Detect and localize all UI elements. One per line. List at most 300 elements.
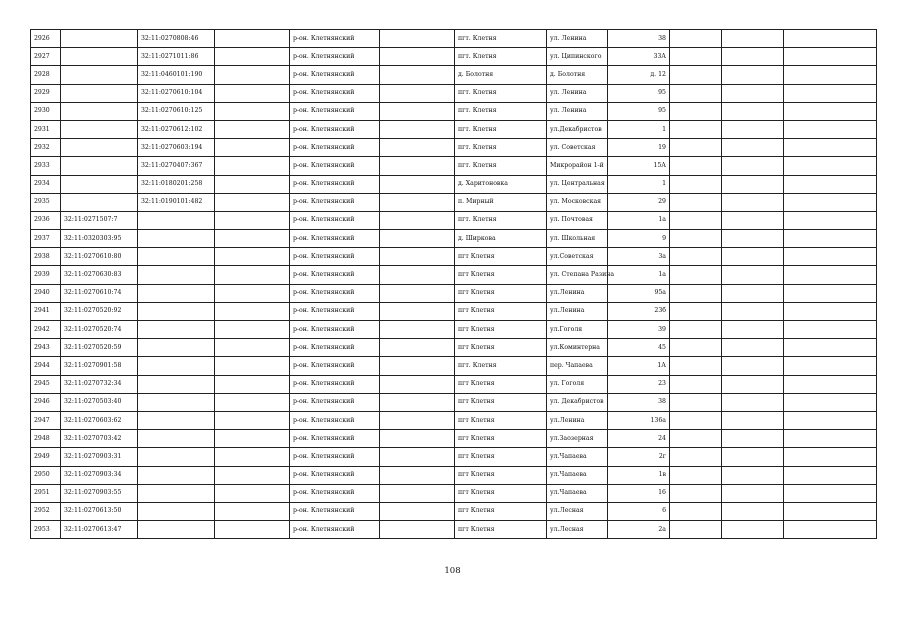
registry-table: [30, 29, 877, 539]
cadastral-number-alt-cell: [138, 302, 215, 320]
district-cell: р-он. Клетнянский: [290, 321, 380, 339]
locality-cell: пгт Клетня: [455, 339, 547, 357]
empty-cell: [784, 521, 877, 539]
empty-cell: [670, 521, 722, 539]
empty-cell: [670, 321, 722, 339]
row-number-cell: 2947: [31, 411, 61, 429]
row-number-cell: 2940: [31, 284, 61, 302]
empty-cell: [784, 102, 877, 120]
cadastral-number-cell: 32:11:0270520:92: [61, 302, 138, 320]
locality-cell: пгт. Клетня: [455, 102, 547, 120]
cadastral-number-alt-cell: [138, 266, 215, 284]
empty-cell: [670, 411, 722, 429]
street-cell: ул. Ципинского: [547, 48, 608, 66]
empty-cell: [784, 157, 877, 175]
cadastral-number-alt-cell: 32:11:0270603:194: [138, 139, 215, 157]
cadastral-number-cell: 32:11:0270520:74: [61, 321, 138, 339]
empty-cell: [670, 393, 722, 411]
district-cell: р-он. Клетнянский: [290, 193, 380, 211]
locality-cell: пгт Клетня: [455, 284, 547, 302]
district-cell: р-он. Клетнянский: [290, 211, 380, 229]
district-cell: р-он. Клетнянский: [290, 357, 380, 375]
house-number-cell: 3а: [608, 248, 670, 266]
street-cell: ул.Лесная: [547, 521, 608, 539]
street-cell: ул.Ленина: [547, 284, 608, 302]
locality-cell: пгт. Клетня: [455, 48, 547, 66]
empty-cell: [380, 357, 455, 375]
empty-cell: [380, 84, 455, 102]
row-number-cell: 2932: [31, 139, 61, 157]
table-row: [31, 175, 877, 193]
empty-cell: [722, 484, 784, 502]
district-cell: р-он. Клетнянский: [290, 411, 380, 429]
street-cell: ул. Ленина: [547, 30, 608, 48]
house-number-cell: 1: [608, 120, 670, 138]
empty-cell: [215, 502, 290, 520]
row-number-cell: 2941: [31, 302, 61, 320]
empty-cell: [670, 339, 722, 357]
street-cell: ул. Центральная: [547, 175, 608, 193]
district-cell: р-он. Клетнянский: [290, 339, 380, 357]
empty-cell: [722, 30, 784, 48]
empty-cell: [215, 120, 290, 138]
row-number-cell: 2953: [31, 521, 61, 539]
locality-cell: пгт Клетня: [455, 248, 547, 266]
empty-cell: [215, 339, 290, 357]
locality-cell: д. Харитоновка: [455, 175, 547, 193]
empty-cell: [784, 484, 877, 502]
empty-cell: [215, 430, 290, 448]
table-row: [31, 139, 877, 157]
locality-cell: пгт. Клетня: [455, 211, 547, 229]
empty-cell: [784, 502, 877, 520]
empty-cell: [670, 448, 722, 466]
street-cell: ул. Ленина: [547, 102, 608, 120]
empty-cell: [722, 375, 784, 393]
cadastral-number-alt-cell: [138, 230, 215, 248]
locality-cell: д. Ширкова: [455, 230, 547, 248]
row-number-cell: 2926: [31, 30, 61, 48]
cadastral-number-alt-cell: 32:11:0271011:86: [138, 48, 215, 66]
house-number-cell: 33А: [608, 48, 670, 66]
row-number-cell: 2935: [31, 193, 61, 211]
row-number-cell: 2951: [31, 484, 61, 502]
cadastral-number-cell: 32:11:0270503:40: [61, 393, 138, 411]
cadastral-number-alt-cell: 32:11:0270610:104: [138, 84, 215, 102]
empty-cell: [784, 84, 877, 102]
house-number-cell: 39: [608, 321, 670, 339]
district-cell: р-он. Клетнянский: [290, 30, 380, 48]
table-row: [31, 302, 877, 320]
empty-cell: [784, 175, 877, 193]
cadastral-number-cell: 32:11:0271507:7: [61, 211, 138, 229]
locality-cell: пгт Клетня: [455, 393, 547, 411]
locality-cell: пгт Клетня: [455, 521, 547, 539]
table-row: [31, 430, 877, 448]
empty-cell: [215, 466, 290, 484]
district-cell: р-он. Клетнянский: [290, 120, 380, 138]
cadastral-number-cell: [61, 30, 138, 48]
street-cell: ул.Чапаева: [547, 448, 608, 466]
empty-cell: [380, 120, 455, 138]
empty-cell: [722, 266, 784, 284]
street-cell: ул.Гоголя: [547, 321, 608, 339]
cadastral-number-cell: 32:11:0270732:34: [61, 375, 138, 393]
cadastral-number-cell: 32:11:0320303:95: [61, 230, 138, 248]
empty-cell: [784, 48, 877, 66]
empty-cell: [670, 466, 722, 484]
cadastral-number-cell: 32:11:0270903:34: [61, 466, 138, 484]
empty-cell: [670, 430, 722, 448]
row-number-cell: 2943: [31, 339, 61, 357]
street-cell: ул. Ленина: [547, 84, 608, 102]
house-number-cell: 1а: [608, 266, 670, 284]
empty-cell: [722, 339, 784, 357]
empty-cell: [380, 157, 455, 175]
empty-cell: [380, 393, 455, 411]
district-cell: р-он. Клетнянский: [290, 230, 380, 248]
empty-cell: [670, 120, 722, 138]
table-row: [31, 266, 877, 284]
empty-cell: [670, 48, 722, 66]
row-number-cell: 2936: [31, 211, 61, 229]
district-cell: р-он. Клетнянский: [290, 502, 380, 520]
cadastral-number-cell: 32:11:0270610:80: [61, 248, 138, 266]
empty-cell: [380, 266, 455, 284]
locality-cell: пгт. Клетня: [455, 84, 547, 102]
cadastral-number-alt-cell: [138, 339, 215, 357]
table-body: [31, 30, 877, 539]
empty-cell: [670, 266, 722, 284]
empty-cell: [670, 230, 722, 248]
empty-cell: [215, 321, 290, 339]
district-cell: р-он. Клетнянский: [290, 84, 380, 102]
empty-cell: [670, 284, 722, 302]
house-number-cell: 45: [608, 339, 670, 357]
district-cell: р-он. Клетнянский: [290, 284, 380, 302]
locality-cell: пгт Клетня: [455, 375, 547, 393]
empty-cell: [215, 411, 290, 429]
table-row: [31, 84, 877, 102]
street-cell: ул. Почтовая: [547, 211, 608, 229]
cadastral-number-alt-cell: [138, 448, 215, 466]
table-row: [31, 339, 877, 357]
empty-cell: [784, 120, 877, 138]
empty-cell: [215, 284, 290, 302]
table-row: [31, 157, 877, 175]
cadastral-number-alt-cell: 32:11:0460101:190: [138, 66, 215, 84]
house-number-cell: 1А: [608, 357, 670, 375]
empty-cell: [670, 248, 722, 266]
empty-cell: [722, 502, 784, 520]
district-cell: р-он. Клетнянский: [290, 302, 380, 320]
empty-cell: [784, 302, 877, 320]
empty-cell: [215, 211, 290, 229]
district-cell: р-он. Клетнянский: [290, 266, 380, 284]
house-number-cell: 6: [608, 502, 670, 520]
empty-cell: [784, 193, 877, 211]
street-cell: ул.Ленина: [547, 302, 608, 320]
table-row: [31, 248, 877, 266]
street-cell: ул. Советская: [547, 139, 608, 157]
empty-cell: [380, 321, 455, 339]
cadastral-number-alt-cell: 32:11:0270612:102: [138, 120, 215, 138]
empty-cell: [722, 211, 784, 229]
cadastral-number-alt-cell: [138, 375, 215, 393]
locality-cell: пгт Клетня: [455, 466, 547, 484]
table-row: [31, 211, 877, 229]
empty-cell: [784, 266, 877, 284]
empty-cell: [670, 30, 722, 48]
empty-cell: [670, 211, 722, 229]
empty-cell: [722, 139, 784, 157]
table-row: [31, 484, 877, 502]
cadastral-number-alt-cell: 32:11:0270610:125: [138, 102, 215, 120]
empty-cell: [380, 211, 455, 229]
row-number-cell: 2930: [31, 102, 61, 120]
empty-cell: [215, 448, 290, 466]
table-row: [31, 357, 877, 375]
cadastral-number-cell: 32:11:0270613:47: [61, 521, 138, 539]
table-row: [31, 321, 877, 339]
district-cell: р-он. Клетнянский: [290, 430, 380, 448]
empty-cell: [670, 84, 722, 102]
empty-cell: [215, 157, 290, 175]
empty-cell: [784, 357, 877, 375]
cadastral-number-alt-cell: 32:11:0180201:258: [138, 175, 215, 193]
row-number-cell: 2948: [31, 430, 61, 448]
cadastral-number-cell: 32:11:0270610:74: [61, 284, 138, 302]
table-row: [31, 230, 877, 248]
table-row: [31, 102, 877, 120]
empty-cell: [215, 521, 290, 539]
house-number-cell: 38: [608, 393, 670, 411]
empty-cell: [784, 466, 877, 484]
district-cell: р-он. Клетнянский: [290, 466, 380, 484]
empty-cell: [380, 30, 455, 48]
cadastral-number-alt-cell: [138, 430, 215, 448]
row-number-cell: 2949: [31, 448, 61, 466]
empty-cell: [380, 139, 455, 157]
cadastral-number-cell: [61, 48, 138, 66]
street-cell: ул.Декабристов: [547, 120, 608, 138]
cadastral-number-cell: 32:11:0270703:42: [61, 430, 138, 448]
empty-cell: [722, 48, 784, 66]
cadastral-number-alt-cell: [138, 321, 215, 339]
cadastral-number-alt-cell: 32:11:0190101:482: [138, 193, 215, 211]
empty-cell: [380, 411, 455, 429]
empty-cell: [215, 230, 290, 248]
cadastral-number-alt-cell: [138, 248, 215, 266]
empty-cell: [722, 248, 784, 266]
house-number-cell: 95: [608, 84, 670, 102]
row-number-cell: 2938: [31, 248, 61, 266]
house-number-cell: 29: [608, 193, 670, 211]
locality-cell: пгт. Клетня: [455, 357, 547, 375]
empty-cell: [784, 284, 877, 302]
house-number-cell: 19: [608, 139, 670, 157]
district-cell: р-он. Клетнянский: [290, 175, 380, 193]
cadastral-number-alt-cell: [138, 521, 215, 539]
row-number-cell: 2945: [31, 375, 61, 393]
cadastral-number-alt-cell: [138, 393, 215, 411]
empty-cell: [784, 375, 877, 393]
district-cell: р-он. Клетнянский: [290, 393, 380, 411]
cadastral-number-cell: 32:11:0270603:62: [61, 411, 138, 429]
street-cell: ул. Декабристов: [547, 393, 608, 411]
empty-cell: [215, 66, 290, 84]
locality-cell: пгт. Клетня: [455, 120, 547, 138]
cadastral-number-alt-cell: 32:11:0270808:46: [138, 30, 215, 48]
street-cell: ул.Лесная: [547, 502, 608, 520]
house-number-cell: 2г: [608, 448, 670, 466]
cadastral-number-cell: 32:11:0270630:83: [61, 266, 138, 284]
empty-cell: [215, 30, 290, 48]
empty-cell: [380, 302, 455, 320]
empty-cell: [670, 175, 722, 193]
empty-cell: [215, 175, 290, 193]
empty-cell: [784, 230, 877, 248]
row-number-cell: 2929: [31, 84, 61, 102]
house-number-cell: 1а: [608, 211, 670, 229]
empty-cell: [784, 321, 877, 339]
empty-cell: [784, 248, 877, 266]
empty-cell: [670, 357, 722, 375]
cadastral-number-cell: 32:11:0270903:31: [61, 448, 138, 466]
empty-cell: [215, 375, 290, 393]
house-number-cell: 1в: [608, 466, 670, 484]
empty-cell: [784, 411, 877, 429]
street-cell: Микрорайон 1-й: [547, 157, 608, 175]
table-row: [31, 393, 877, 411]
district-cell: р-он. Клетнянский: [290, 448, 380, 466]
row-number-cell: 2950: [31, 466, 61, 484]
empty-cell: [784, 393, 877, 411]
cadastral-number-alt-cell: [138, 466, 215, 484]
empty-cell: [215, 102, 290, 120]
table-row: [31, 284, 877, 302]
cadastral-number-cell: 32:11:0270613:50: [61, 502, 138, 520]
district-cell: р-он. Клетнянский: [290, 375, 380, 393]
street-cell: пер. Чапаева: [547, 357, 608, 375]
cadastral-number-alt-cell: [138, 484, 215, 502]
empty-cell: [670, 375, 722, 393]
district-cell: р-он. Клетнянский: [290, 48, 380, 66]
cadastral-number-alt-cell: [138, 502, 215, 520]
empty-cell: [215, 484, 290, 502]
cadastral-number-cell: [61, 84, 138, 102]
row-number-cell: 2933: [31, 157, 61, 175]
empty-cell: [380, 484, 455, 502]
empty-cell: [784, 139, 877, 157]
empty-cell: [784, 66, 877, 84]
empty-cell: [784, 448, 877, 466]
locality-cell: пгт Клетня: [455, 502, 547, 520]
cadastral-number-cell: [61, 66, 138, 84]
table-row: [31, 120, 877, 138]
row-number-cell: 2928: [31, 66, 61, 84]
row-number-cell: 2931: [31, 120, 61, 138]
empty-cell: [215, 266, 290, 284]
empty-cell: [722, 393, 784, 411]
row-number-cell: 2937: [31, 230, 61, 248]
empty-cell: [380, 248, 455, 266]
cadastral-number-cell: [61, 193, 138, 211]
empty-cell: [722, 84, 784, 102]
house-number-cell: 15А: [608, 157, 670, 175]
table-row: [31, 466, 877, 484]
house-number-cell: 9: [608, 230, 670, 248]
locality-cell: пгт. Клетня: [455, 139, 547, 157]
cadastral-number-cell: [61, 175, 138, 193]
table-row: [31, 411, 877, 429]
empty-cell: [215, 393, 290, 411]
table-row: [31, 448, 877, 466]
table-row: [31, 193, 877, 211]
locality-cell: д. Болотня: [455, 66, 547, 84]
table-row: [31, 66, 877, 84]
street-cell: ул. Школьная: [547, 230, 608, 248]
street-cell: ул.Заозерная: [547, 430, 608, 448]
empty-cell: [722, 302, 784, 320]
empty-cell: [215, 48, 290, 66]
empty-cell: [722, 120, 784, 138]
empty-cell: [215, 357, 290, 375]
empty-cell: [722, 411, 784, 429]
empty-cell: [722, 175, 784, 193]
empty-cell: [670, 193, 722, 211]
table-row: [31, 375, 877, 393]
district-cell: р-он. Клетнянский: [290, 102, 380, 120]
cadastral-number-alt-cell: [138, 284, 215, 302]
street-cell: ул.Ленина: [547, 411, 608, 429]
empty-cell: [670, 484, 722, 502]
table-row: [31, 502, 877, 520]
empty-cell: [670, 302, 722, 320]
cadastral-number-alt-cell: 32:11:0270407:367: [138, 157, 215, 175]
empty-cell: [380, 466, 455, 484]
cadastral-number-cell: 32:11:0270901:58: [61, 357, 138, 375]
empty-cell: [215, 84, 290, 102]
locality-cell: пгт Клетня: [455, 266, 547, 284]
cadastral-number-cell: [61, 157, 138, 175]
house-number-cell: 136а: [608, 411, 670, 429]
cadastral-number-cell: [61, 102, 138, 120]
house-number-cell: 16: [608, 484, 670, 502]
row-number-cell: 2934: [31, 175, 61, 193]
empty-cell: [380, 193, 455, 211]
cadastral-number-alt-cell: [138, 357, 215, 375]
empty-cell: [380, 175, 455, 193]
street-cell: ул.Советская: [547, 248, 608, 266]
empty-cell: [722, 357, 784, 375]
empty-cell: [722, 466, 784, 484]
cadastral-number-cell: 32:11:0270520:59: [61, 339, 138, 357]
empty-cell: [380, 339, 455, 357]
empty-cell: [670, 502, 722, 520]
street-cell: ул. Степана Разина: [547, 266, 608, 284]
empty-cell: [380, 48, 455, 66]
house-number-cell: 38: [608, 30, 670, 48]
district-cell: р-он. Клетнянский: [290, 66, 380, 84]
house-number-cell: 95: [608, 102, 670, 120]
empty-cell: [784, 339, 877, 357]
empty-cell: [722, 321, 784, 339]
empty-cell: [380, 230, 455, 248]
locality-cell: пгт Клетня: [455, 302, 547, 320]
district-cell: р-он. Клетнянский: [290, 248, 380, 266]
empty-cell: [215, 248, 290, 266]
